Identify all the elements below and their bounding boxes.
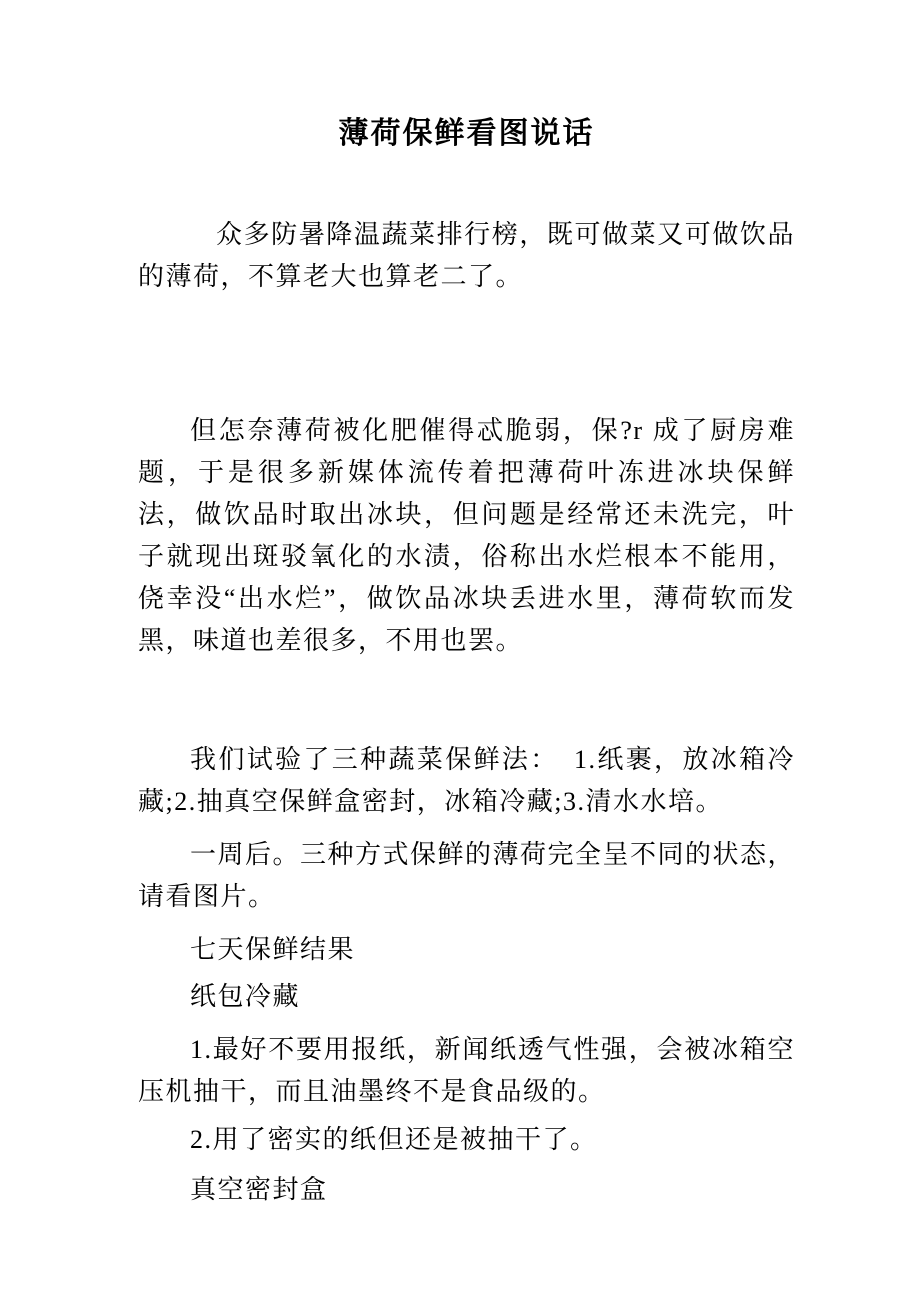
heading-vacuum-sealed-box: 真空密封盒 (190, 1175, 328, 1204)
paragraph-paper-note-1: 1.最好不要用报纸，新闻纸透气性强，会被冰箱空压机抽干，而且油墨终不是食品级的。 (138, 1035, 795, 1106)
paragraph-intro: 众多防暑降温蔬菜排行榜，既可做菜又可做饮品的薄荷，不算老大也算老二了。 (138, 220, 795, 291)
heading-paper-wrap-fridge: 纸包冷藏 (190, 982, 301, 1011)
paragraph-paper-note-2: 2.用了密实的纸但还是被抽干了。 (190, 1125, 598, 1154)
paragraph-one-week-result: 一周后。三种方式保鲜的薄荷完全呈不同的状态，请看图片。 (138, 840, 796, 911)
page-title: 薄荷保鲜看图说话 (338, 117, 595, 150)
heading-seven-day-result: 七天保鲜结果 (190, 935, 356, 964)
paragraph-methods: 我们试验了三种蔬菜保鲜法： 1.纸裹，放冰箱冷藏;2.抽真空保鲜盒密封，冰箱冷藏;3.清水水培。 (138, 745, 795, 816)
paragraph-problem: 但怎奈薄荷被化肥催得忒脆弱，保?r 成了厨房难题，于是很多新媒体流传着把薄荷叶冻进冰块保鲜法，做饮品时取出冰块，但问题是经常还未洗完，叶子就现出斑驳氧化的水渍，俗称出水烂根本不能用，侥幸没“出水烂”，做饮品冰块丢进水里，薄荷软而发黑，味道也差很多，不用也罢。 (138, 416, 795, 655)
